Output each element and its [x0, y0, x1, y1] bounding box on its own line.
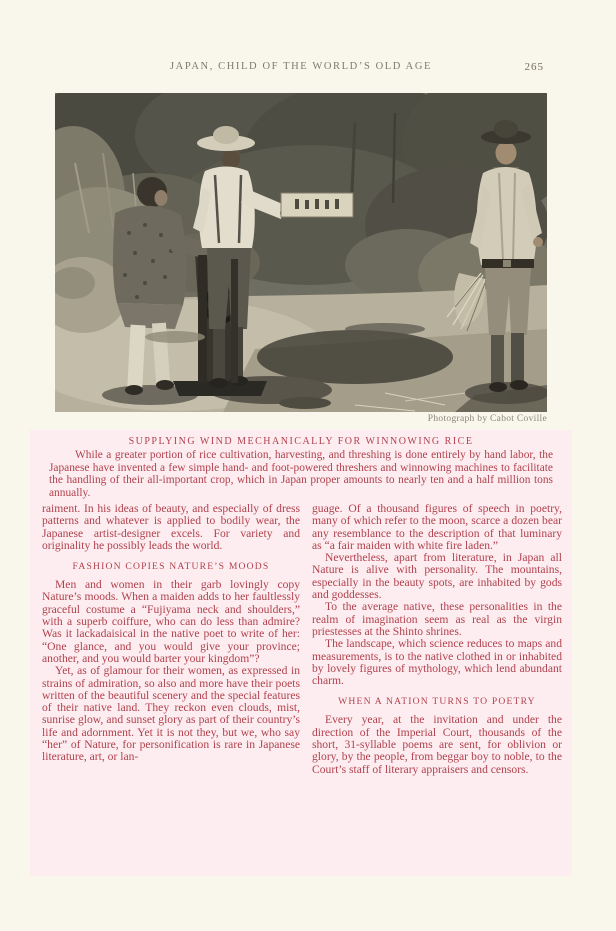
paragraph: Every year, at the invitation and under the direction of the Imperial Court, thousands of the short, 31-syllable poems are sent, for oblivion or glory, by the people, from beggar boy to noble, to the Court’s staff of literary appraisers and censors.: [312, 713, 562, 776]
right-column: [312, 503, 562, 776]
paragraph: The landscape, which science reduces to maps and measurements, is to the native clothed in or inhabited by lovely figures of mythology, which lend abundant charm.: [312, 637, 562, 688]
paragraph: Men and women in their garb lovingly copy Nature’s moods. When a maiden adds to her faultlessly graceful costume a “Fujiyama neck and shoulders,” with a superb coiffure, who can do less than admire? Was it lackadaisical in the native poet to write of her: “One glance, and you would give your province; another, and you would barter your kingdom”?: [42, 578, 300, 665]
page-number: 265: [524, 61, 544, 73]
section-heading-poetry: WHEN A NATION TURNS TO POETRY: [338, 696, 536, 708]
paragraph: guage. Of a thousand figures of speech in poetry, many of which refer to the moon, scarce a dozen bear any resemblance to the description of that luminary as “a fair maiden with white fire laden.”: [312, 502, 562, 552]
winnowing-rice-photo: [55, 93, 547, 412]
caption-heading: SUPPLYING WIND MECHANICALLY FOR WINNOWING RICE: [128, 436, 474, 447]
paragraph: Nevertheless, apart from literature, in Japan all Nature is alive with personality. The mountains, especially in the beauty spots, are inhabited by gods and goddesses.: [312, 551, 562, 602]
winnowing-rice-photo-illustration: [55, 93, 547, 412]
highlighted-text-block: [30, 430, 572, 876]
left-column: [42, 503, 300, 764]
paragraph: Yet, as of glamour for their women, as expressed in strains of admiration, so also and more have their poets written of the beautiful scenery and the special features of their native land. They reckon even clouds, mist, sunrise glow, and sunset glory as part of their country’s life and adornment. Yet it is not they, but we, who say “her” of Nature, for personification is rare in Japanese literature, art, or lan-: [42, 664, 300, 764]
section-heading-fashion: FASHION COPIES NATURE’S MOODS: [72, 561, 270, 573]
caption-text: While a greater portion of rice cultivation, harvesting, and threshing is done entirely by hand labor, the Japanese have invented a few simple hand- and foot-powered threshers and winnowing machines to facilitate the handling of their all-important crop, which in Japan proper amounts to nearly ten and a half million tons annually.: [49, 449, 553, 499]
page-header: [55, 61, 547, 79]
paragraph: To the average native, these personalities in the realm of imagination seem as real as the virgin priestesses at the Shinto shrines.: [312, 600, 562, 638]
running-head-title: JAPAN, CHILD OF THE WORLD’S OLD AGE: [169, 61, 433, 72]
paragraph: raiment. In his ideas of beauty, and especially of dress patterns and whatever is applied to bodily wear, the Japanese artist-designer excels. For variety and originality he possibly leads the world.: [42, 502, 300, 552]
photo-credit: Photograph by Cabot Coville: [427, 414, 547, 424]
